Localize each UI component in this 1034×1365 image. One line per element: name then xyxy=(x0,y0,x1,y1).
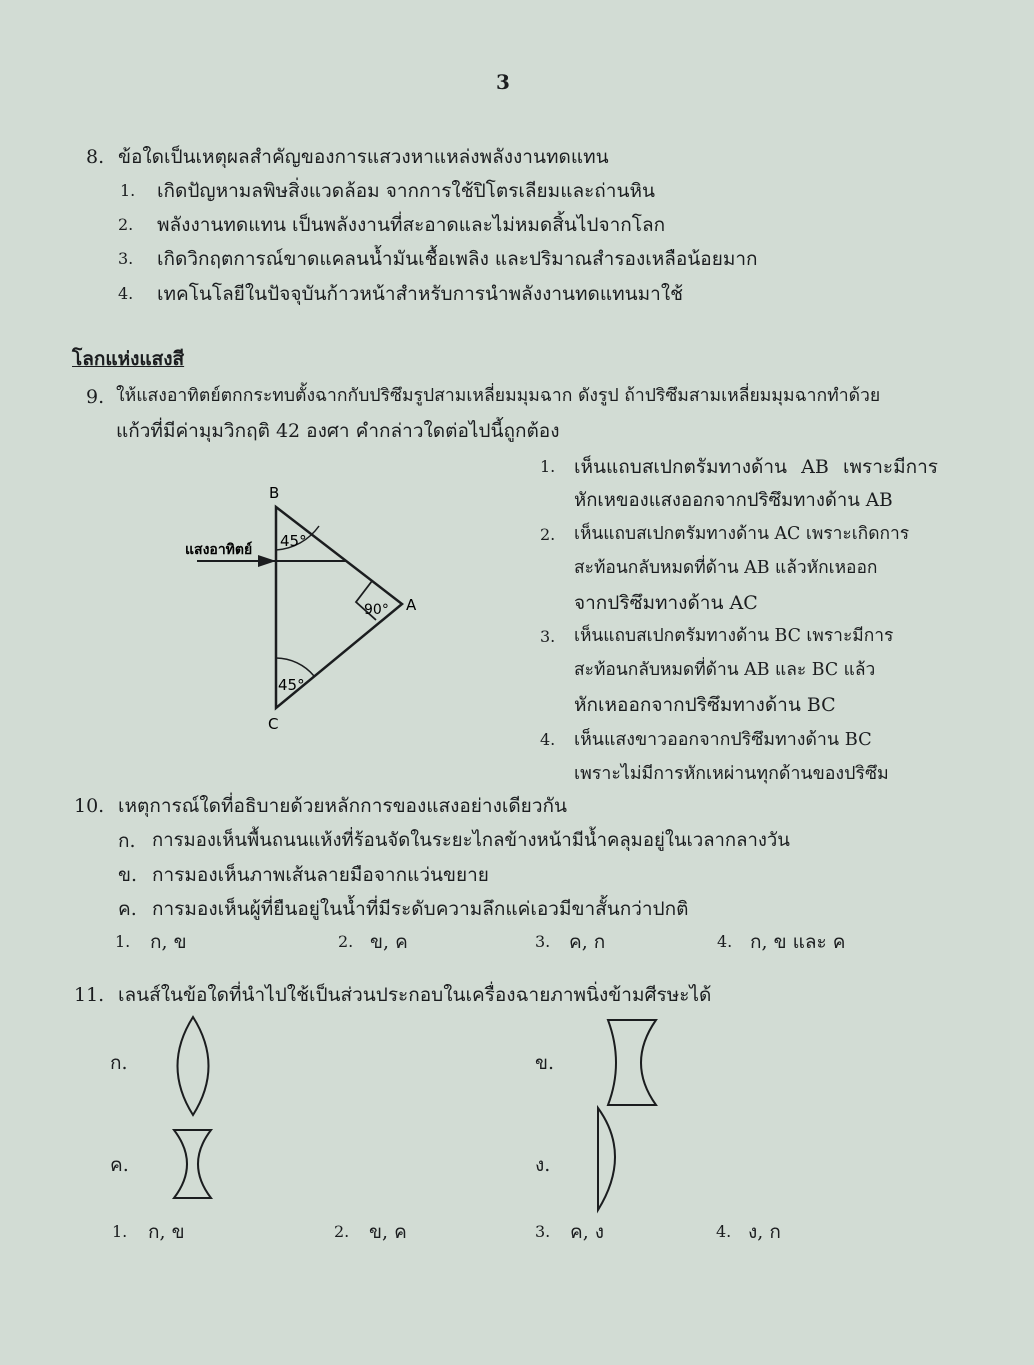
answer-text: ก, ข และ ค xyxy=(750,931,846,953)
option-number: 4. xyxy=(540,730,556,749)
answer-number: 3. xyxy=(535,932,551,951)
lens-label: ข. xyxy=(535,1052,555,1074)
option-text-line: สะท้อนกลับหมดที่ด้าน AB และ BC แล้ว xyxy=(574,660,876,680)
option-text: พลังงานทดแทน เป็นพลังงานที่สะอาดและไม่หมดสิ้นไปจากโลก xyxy=(157,214,666,236)
answer-number: 2. xyxy=(338,932,354,951)
lens-figures xyxy=(160,1010,680,1215)
biconvex-lens xyxy=(178,1017,209,1115)
answer-text: ง, ก xyxy=(748,1221,781,1243)
option-text-line xyxy=(574,458,938,477)
statement-label: ก. xyxy=(118,830,136,852)
answer-text: ค, ง xyxy=(570,1221,605,1243)
option-number: 4. xyxy=(118,284,134,303)
word: AB xyxy=(801,456,829,478)
lens-label: ค. xyxy=(110,1154,129,1176)
ray-arrowhead xyxy=(258,555,276,567)
vertex-b-label: B xyxy=(269,484,280,502)
meniscus-lens xyxy=(608,1020,656,1105)
question-text: ข้อใดเป็นเหตุผลสำคัญของการแสวงหาแหล่งพลังงานทดแทน xyxy=(118,146,609,168)
answer-number: 2. xyxy=(334,1222,350,1241)
option-text: เทคโนโลยีในปัจจุบันก้าวหน้าสำหรับการนำพลังงานทดแทนมาใช้ xyxy=(157,283,684,305)
biconcave-lens xyxy=(174,1130,211,1198)
section-heading: โลกแห่งแสงสี xyxy=(72,348,185,370)
option-text-line: จากปริซึมทางด้าน AC xyxy=(574,592,758,614)
option-text-line: สะท้อนกลับหมดที่ด้าน AB แล้วหักเหออก xyxy=(574,558,878,578)
angle-a-label: 90° xyxy=(364,602,389,618)
question-number: 8. xyxy=(86,146,105,168)
option-text-line: เห็นแถบสเปกตรัมทางด้าน AC เพราะเกิดการ xyxy=(574,524,910,544)
word: เห็นแถบสเปกตรัมทางด้าน xyxy=(574,456,788,478)
vertex-a-label: A xyxy=(406,596,417,614)
vertex-c-label: C xyxy=(268,715,279,733)
question-number: 9. xyxy=(86,386,105,408)
word: เพราะมีการ xyxy=(842,456,938,478)
answer-number: 1. xyxy=(115,932,131,951)
question-number: 11. xyxy=(74,984,105,1006)
angle-c-label: 45° xyxy=(278,676,305,694)
page-number: 3 xyxy=(496,70,510,94)
angle-b-label: 45° xyxy=(280,532,307,550)
sunlight-label: แสงอาทิตย์ xyxy=(185,542,253,558)
option-number: 3. xyxy=(118,249,134,268)
option-number: 3. xyxy=(540,627,556,646)
answer-number: 4. xyxy=(717,932,733,951)
option-number: 2. xyxy=(118,215,134,234)
question-text: เหตุการณ์ใดที่อธิบายด้วยหลักการของแสงอย่างเดียวกัน xyxy=(118,795,567,817)
statement-label: ข. xyxy=(118,864,138,886)
question-number: 10. xyxy=(74,795,105,817)
statement-text: การมองเห็นภาพเส้นลายมือจากแว่นขยาย xyxy=(152,864,489,886)
lens-label: ก. xyxy=(110,1052,128,1074)
answer-text: ข, ค xyxy=(370,931,408,953)
answer-text: ก, ข xyxy=(150,931,187,953)
answer-number: 1. xyxy=(112,1222,128,1241)
question-text-line-1: ให้แสงอาทิตย์ตกกระทบตั้งฉากกับปริซึมรูปสามเหลี่ยมมุมฉาก ดังรูป ถ้าปริซึมสามเหลี่ยมมุมฉากทำด้วย xyxy=(116,386,881,406)
option-text-line: หักเหของแสงออกจากปริซึมทางด้าน AB xyxy=(574,490,893,511)
option-text: เกิดปัญหามลพิษสิ่งแวดล้อม จากการใช้ปิโตรเลียมและถ่านหิน xyxy=(157,180,655,202)
prism-diagram xyxy=(160,470,460,740)
option-number: 2. xyxy=(540,525,556,544)
answer-number: 3. xyxy=(535,1222,551,1241)
option-number: 1. xyxy=(540,457,556,476)
answer-text: ก, ข xyxy=(148,1221,185,1243)
option-text-line: เห็นแสงขาวออกจากปริซึมทางด้าน BC xyxy=(574,729,872,750)
answer-number: 4. xyxy=(716,1222,732,1241)
answer-text: ค, ก xyxy=(569,931,606,953)
option-text-line: หักเหออกจากปริซึมทางด้าน BC xyxy=(574,694,836,716)
question-text: เลนส์ในข้อใดที่นำไปใช้เป็นส่วนประกอบในเครื่องฉายภาพนิ่งข้ามศีรษะได้ xyxy=(118,984,712,1006)
statement-label: ค. xyxy=(118,898,137,920)
statement-text: การมองเห็นผู้ที่ยืนอยู่ในน้ำที่มีระดับความลึกแค่เอวมีขาสั้นกว่าปกติ xyxy=(152,898,689,920)
answer-text: ข, ค xyxy=(369,1221,407,1243)
angle-c-arc xyxy=(276,658,314,676)
option-text-line: เพราะไม่มีการหักเหผ่านทุกด้านของปริซึม xyxy=(574,763,889,784)
option-number: 1. xyxy=(120,181,136,200)
statement-text: การมองเห็นพื้นถนนแห้งที่ร้อนจัดในระยะไกลข้างหน้ามีน้ำคลุมอยู่ในเวลากลางวัน xyxy=(152,830,790,851)
lens-label: ง. xyxy=(535,1154,551,1176)
option-text-line: เห็นแถบสเปกตรัมทางด้าน BC เพราะมีการ xyxy=(574,626,894,646)
question-text-line-2: แก้วที่มีค่ามุมวิกฤติ 42 องศา คำกล่าวใดต่อไปนี้ถูกต้อง xyxy=(116,420,560,442)
option-text: เกิดวิกฤตการณ์ขาดแคลนน้ำมันเชื้อเพลิง และปริมาณสำรองเหลือน้อยมาก xyxy=(157,248,758,270)
plano-convex-lens xyxy=(598,1108,615,1210)
